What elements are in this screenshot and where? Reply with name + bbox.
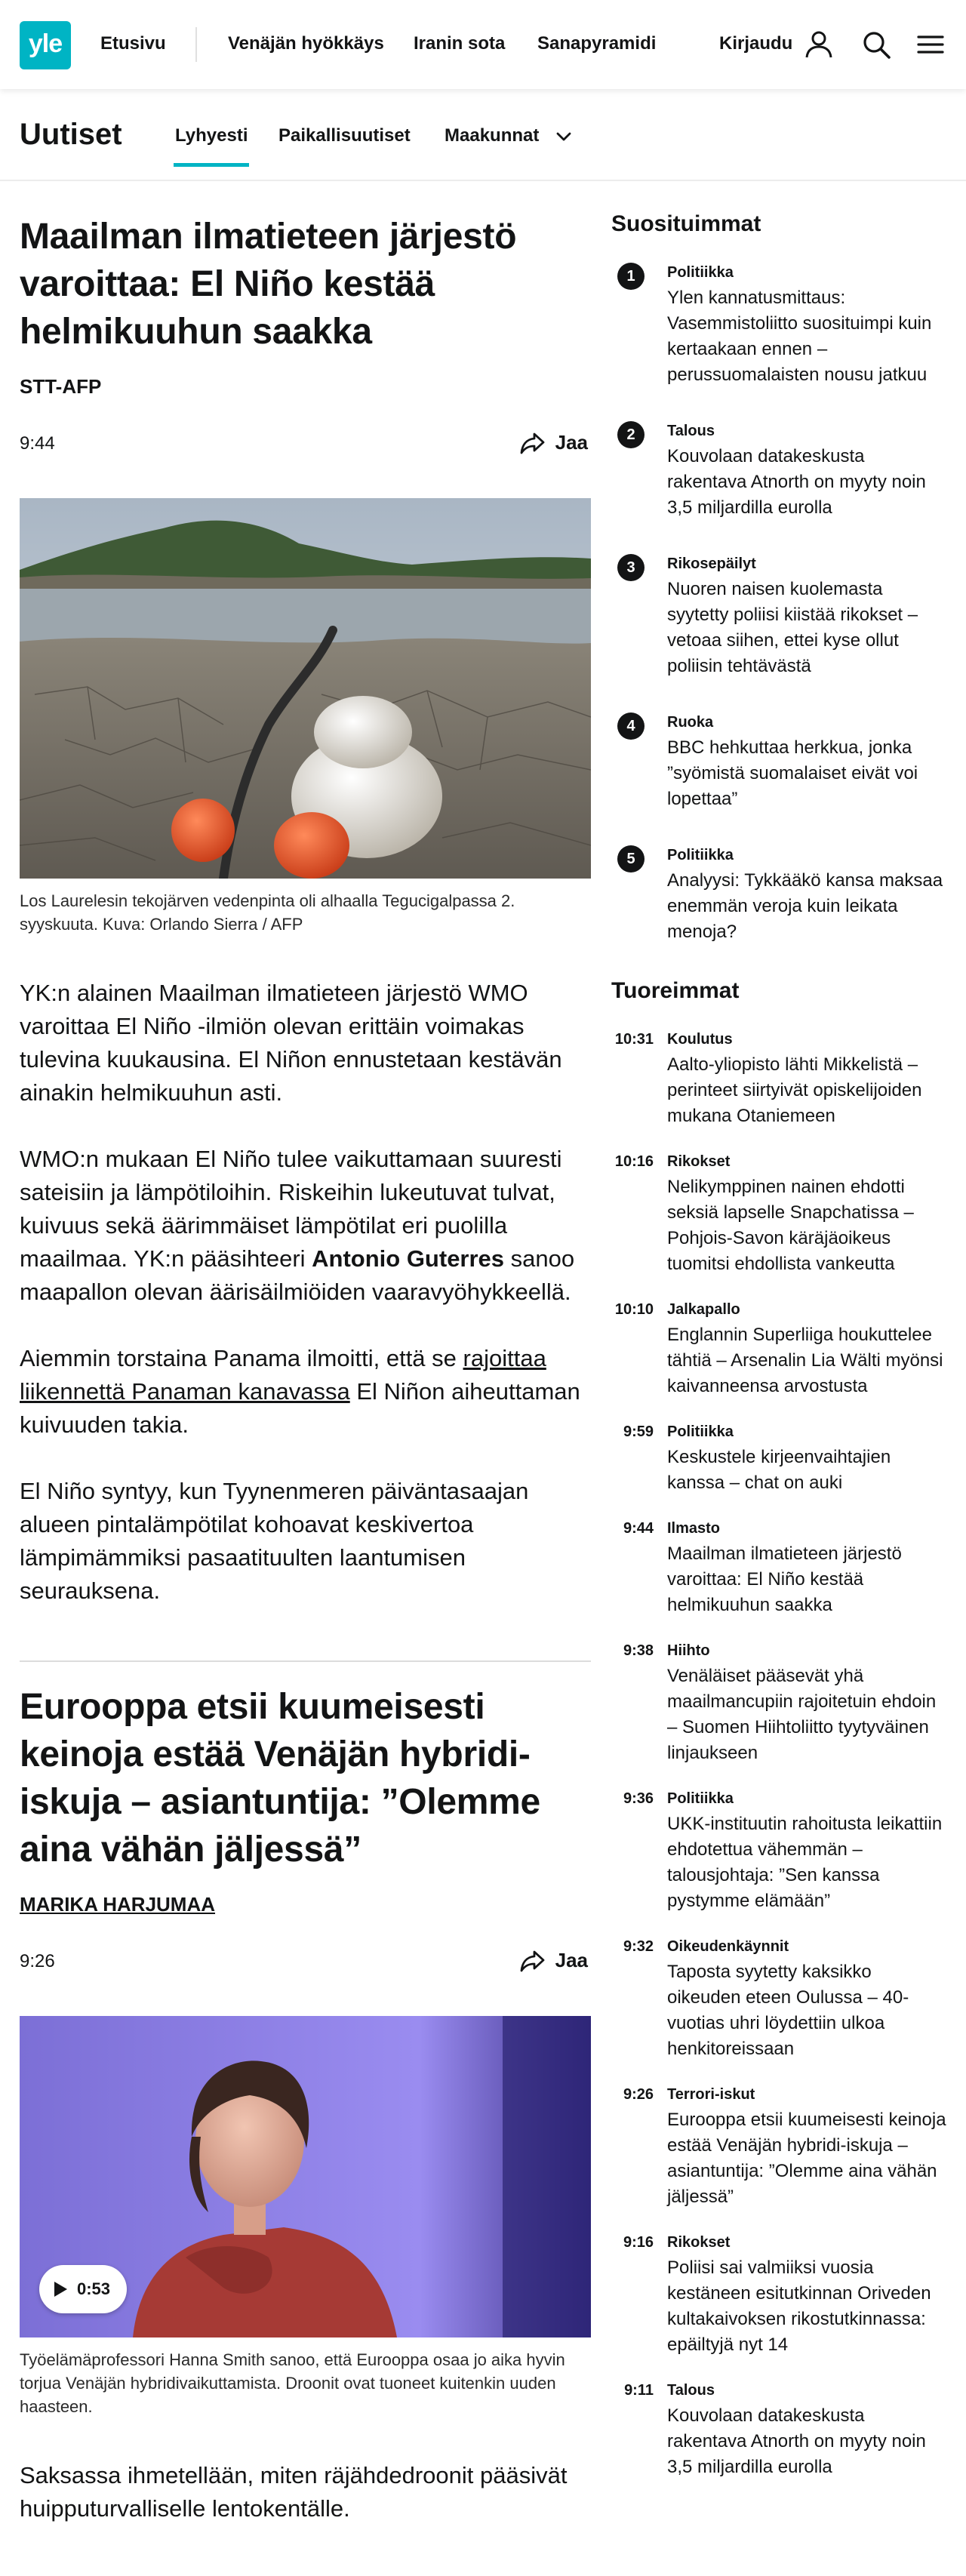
article-body bbox=[20, 977, 591, 1608]
item-time: 9:36 bbox=[623, 1790, 654, 1807]
headline-link[interactable]: UKK-instituutin rahoitusta leikattiin ehdotettua vähemmän – talousjohtaja: ”Sen kanssa pystymme elämään” bbox=[667, 1814, 943, 1911]
section-title[interactable]: Uutiset bbox=[20, 118, 122, 151]
headline-link[interactable]: Ylen kannatusmittaus: Vasemmistoliitto suosituimpi kuin kertaakaan ennen – perussuomalaisten nousu jatkuu bbox=[667, 288, 932, 385]
headline-link[interactable]: Kouvolaan datakeskusta rakentava Atnorth on myyty noin 3,5 miljardilla eurolla bbox=[667, 2405, 926, 2477]
article-title[interactable]: Maailman ilmatieteen järjestö varoittaa: El Niño kestää helmikuuhun saakka bbox=[20, 217, 517, 352]
paragraph: Saksassa ihmetellään, miten räjähdedroonit pääsivät huipputurvalliselle lentokentälle. bbox=[20, 2462, 568, 2522]
latest-heading: Tuoreimmat bbox=[611, 978, 740, 1003]
paragraph-text: WMO:n mukaan El Niño tulee vaikuttamaan suuresti sateisiin ja lämpötiloihin. Riskeihin lukeutuvat tulvat, kuivuus sekä äärimmäiset lämpötilat eri puolilla maailmaa. YK:n pääsihteeri bbox=[20, 1146, 562, 1272]
latest-item[interactable] bbox=[611, 1422, 946, 1496]
paragraph: El Niño syntyy, kun Tyynenmeren päiväntasaajan alueen pintalämpötilat kohoavat keskivertoa lämpimämmiksi pasaatituulten laantumisen seurauksena. bbox=[20, 1478, 529, 1604]
headline-link[interactable]: Keskustele kirjeenvaihtajien kanssa – chat on auki bbox=[667, 1447, 891, 1493]
category-label: Koulutus bbox=[667, 1031, 733, 1048]
category-label: Oikeudenkäynnit bbox=[667, 1938, 789, 1955]
user-icon[interactable] bbox=[803, 29, 835, 60]
popular-item[interactable] bbox=[611, 421, 946, 521]
paragraph-text: sanoo maapallon olevan äärisäilmiöiden vaaravyöhykkeellä. bbox=[20, 1245, 575, 1305]
headline-link[interactable]: Taposta syytetty kaksikko oikeuden eteen Oulussa – 40-vuotias uhri löydettiin ulkoa henkitoreissaan bbox=[667, 1962, 909, 2059]
rank-badge: 1 bbox=[617, 263, 645, 290]
search-icon[interactable] bbox=[860, 29, 892, 60]
popular-item[interactable] bbox=[611, 263, 946, 388]
latest-item[interactable] bbox=[611, 1937, 946, 2062]
item-time: 10:10 bbox=[614, 1301, 654, 1318]
image-caption: Los Laurelesin tekojärven vedenpinta oli alhaalla Tegucigalpassa 2. syyskuuta. Kuva: Orlando Sierra / AFP bbox=[20, 891, 515, 934]
category-label: Politiikka bbox=[667, 264, 734, 281]
rank-badge: 4 bbox=[617, 712, 645, 740]
tab-maakunnat[interactable]: Maakunnat bbox=[445, 125, 540, 146]
category-label: Politiikka bbox=[667, 847, 734, 863]
paragraph-text: El Niñon aiheuttaman kuivuuden takia. bbox=[20, 1378, 580, 1438]
headline-link[interactable]: Englannin Superliiga houkuttelee tähtiä – Arsenalin Lia Wälti myönsi kaivanneensa arvostusta bbox=[667, 1325, 943, 1396]
headline-link[interactable]: Kouvolaan datakeskusta rakentava Atnorth on myyty noin 3,5 miljardilla eurolla bbox=[667, 446, 926, 518]
news-feed bbox=[20, 181, 591, 2525]
share-icon bbox=[518, 1945, 548, 1975]
category-label: Rikokset bbox=[667, 1153, 731, 1170]
article-meta bbox=[20, 1945, 591, 1975]
video-duration: 0:53 bbox=[77, 2279, 111, 2298]
article-time: 9:44 bbox=[20, 433, 55, 454]
category-label: Terrori-iskut bbox=[667, 2086, 755, 2103]
share-button[interactable] bbox=[518, 1945, 588, 1975]
latest-item[interactable] bbox=[611, 1300, 946, 1399]
item-time: 9:59 bbox=[623, 1423, 654, 1440]
play-icon bbox=[53, 2281, 68, 2297]
rank-badge: 2 bbox=[617, 421, 645, 448]
latest-item[interactable] bbox=[611, 2381, 946, 2480]
popular-item[interactable] bbox=[611, 845, 946, 945]
panama-canal-link[interactable]: rajoittaa liikennettä Panaman kanavassa bbox=[20, 1345, 546, 1405]
tab-lyhyesti[interactable]: Lyhyesti bbox=[175, 125, 248, 146]
article-body bbox=[20, 2459, 591, 2525]
headline-link[interactable]: BBC hehkuttaa herkkua, jonka ”syömistä suomalaiset eivät voi lopettaa” bbox=[667, 737, 918, 809]
item-time: 9:32 bbox=[623, 1938, 654, 1955]
headline-link[interactable]: Analyysi: Tykkääkö kansa maksaa enemmän veroja kuin leikata menoja? bbox=[667, 870, 943, 942]
category-label: Talous bbox=[667, 423, 715, 439]
popular-heading: Suosituimmat bbox=[611, 211, 761, 236]
latest-list bbox=[611, 1029, 946, 2480]
image-caption: Työelämäprofessori Hanna Smith sanoo, että Eurooppa osaa jo aika hyvin torjua Venäjän hybridivaikuttamista. Droonit ovat tuoneet kuitenkin uuden haasteen. bbox=[20, 2350, 565, 2416]
popular-item[interactable] bbox=[611, 554, 946, 679]
share-button[interactable] bbox=[518, 427, 588, 457]
section-navigation bbox=[0, 89, 966, 181]
site-header bbox=[0, 0, 966, 89]
play-button[interactable] bbox=[39, 2265, 127, 2313]
headline-link[interactable]: Maailman ilmatieteen järjestö varoittaa: El Niño kestää helmikuuhun saakka bbox=[667, 1543, 902, 1615]
yle-logo[interactable]: yle bbox=[20, 21, 71, 69]
nav-sanapyramidi[interactable]: Sanapyramidi bbox=[537, 33, 657, 54]
category-label: Jalkapallo bbox=[667, 1301, 740, 1318]
rank-badge: 5 bbox=[617, 845, 645, 873]
person-name: Antonio Guterres bbox=[312, 1245, 505, 1272]
latest-item[interactable] bbox=[611, 1152, 946, 1277]
category-label: Politiikka bbox=[667, 1423, 734, 1440]
latest-item[interactable] bbox=[611, 2085, 946, 2210]
category-label: Talous bbox=[667, 2382, 715, 2399]
reservoir-photo bbox=[20, 498, 591, 879]
video-player[interactable] bbox=[20, 2016, 591, 2337]
nav-venajan-hyokkays[interactable]: Venäjän hyökkäys bbox=[228, 33, 384, 54]
category-label: Ilmasto bbox=[667, 1520, 721, 1537]
headline-link[interactable]: Eurooppa etsii kuumeisesti keinoja estää Venäjän hybridi-iskuja – asiantuntija: ”Olemme aina vähän jäljessä” bbox=[667, 2110, 946, 2207]
article-title[interactable]: Eurooppa etsii kuumeisesti keinoja estää Venäjän hybridi-iskuja – asiantuntija: ”Olemme aina vähän jäljessä” bbox=[20, 1687, 540, 1870]
article-divider bbox=[20, 1660, 591, 1662]
article-time: 9:26 bbox=[20, 1951, 55, 1971]
item-time: 10:16 bbox=[614, 1153, 654, 1170]
category-label: Rikosepäilyt bbox=[667, 556, 756, 572]
article-image bbox=[20, 498, 591, 879]
rank-badge: 3 bbox=[617, 554, 645, 581]
headline-link[interactable]: Aalto-yliopisto lähti Mikkelistä – perinteet siirtyivät opiskelijoiden mukana Otaniemeen bbox=[667, 1054, 922, 1126]
item-time: 9:16 bbox=[623, 2234, 654, 2251]
share-label: Jaa bbox=[555, 430, 588, 454]
paragraph-text: Aiemmin torstaina Panama ilmoitti, että se bbox=[20, 1345, 463, 1371]
sidebar bbox=[611, 181, 946, 2503]
latest-item[interactable] bbox=[611, 2233, 946, 2358]
popular-item[interactable] bbox=[611, 712, 946, 812]
article-meta bbox=[20, 427, 591, 457]
tab-paikallisuutiset[interactable]: Paikallisuutiset bbox=[278, 125, 411, 146]
paragraph: YK:n alainen Maailman ilmatieteen järjestö WMO varoittaa El Niño -ilmiön olevan erittäin voimakas tulevina kuukausina. El Niñon ennustetaan kestävän ainakin helmikuuhun asti. bbox=[20, 980, 562, 1106]
article-hybrid-attacks bbox=[20, 1683, 591, 2525]
headline-link[interactable]: Nelikymppinen nainen ehdotti seksiä lapselle Snapchatissa – Pohjois-Savon käräjäoikeus tuomitsi ehdollista vankeutta bbox=[667, 1177, 914, 1274]
nav-divider bbox=[195, 27, 197, 62]
category-label: Rikokset bbox=[667, 2234, 731, 2251]
article-el-nino bbox=[20, 181, 591, 1608]
article-byline: STT-AFP bbox=[20, 375, 102, 398]
paragraph bbox=[20, 1143, 591, 1309]
item-time: 9:44 bbox=[623, 1520, 654, 1537]
latest-item[interactable] bbox=[611, 1789, 946, 1914]
category-label: Hiihto bbox=[667, 1642, 710, 1659]
category-label: Politiikka bbox=[667, 1790, 734, 1807]
nav-etusivu[interactable]: Etusivu bbox=[100, 33, 166, 54]
popular-list bbox=[611, 263, 946, 945]
menu-icon[interactable] bbox=[915, 29, 946, 60]
login-link[interactable]: Kirjaudu bbox=[719, 33, 793, 54]
headline-link[interactable]: Poliisi sai valmiiksi vuosia kestäneen esitutkinnan Oriveden kultakaivoksen rikostutkinnassa: epäiltyjä nyt 14 bbox=[667, 2257, 931, 2355]
chevron-down-icon[interactable] bbox=[554, 127, 574, 146]
headline-link[interactable]: Nuoren naisen kuolemasta syytetty poliisi kiistää rikokset – vetoaa siihen, ettei kyse ollut poliisin tehtävästä bbox=[667, 579, 918, 676]
latest-item[interactable] bbox=[611, 1641, 946, 1766]
headline-link[interactable]: Venäläiset pääsevät yhä maailmancupiin rajoitetuin ehdoin – Suomen Hiihtoliitto tyytyväinen linjaukseen bbox=[667, 1666, 937, 1763]
author-link[interactable]: MARIKA HARJUMAA bbox=[20, 1893, 216, 1916]
category-label: Ruoka bbox=[667, 714, 714, 731]
paragraph bbox=[20, 1342, 591, 1442]
latest-item[interactable] bbox=[611, 1029, 946, 1129]
share-label: Jaa bbox=[555, 1948, 588, 1971]
item-time: 9:11 bbox=[624, 2382, 654, 2399]
share-icon bbox=[518, 427, 548, 457]
item-time: 9:26 bbox=[623, 2086, 654, 2103]
item-time: 10:31 bbox=[614, 1031, 654, 1048]
nav-iranin-sota[interactable]: Iranin sota bbox=[414, 33, 506, 54]
item-time: 9:38 bbox=[623, 1642, 654, 1659]
latest-item[interactable] bbox=[611, 1519, 946, 1618]
